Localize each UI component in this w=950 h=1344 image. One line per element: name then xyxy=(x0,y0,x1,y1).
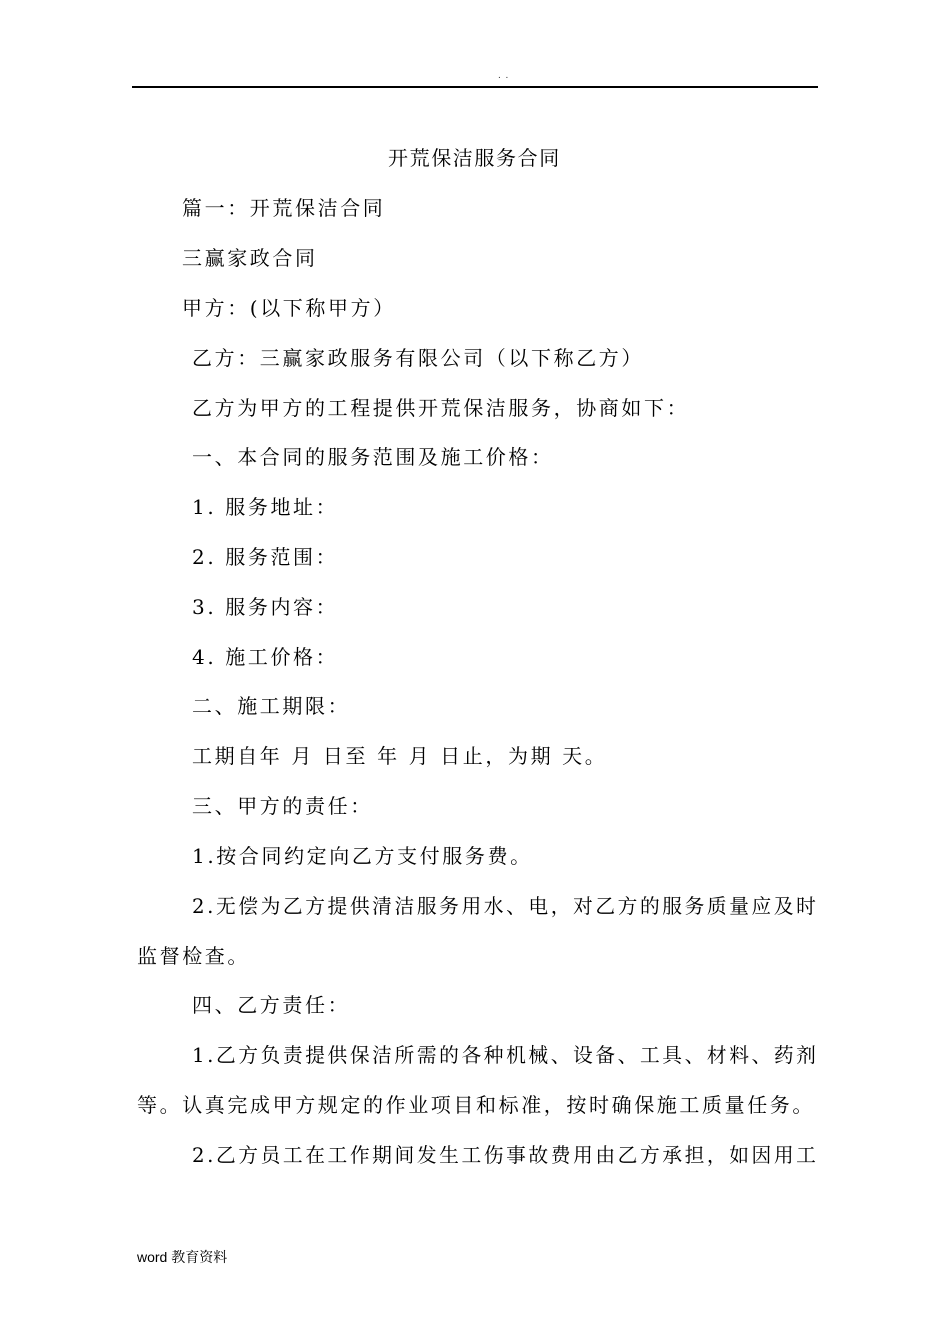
party-b-duty-2: 2.乙方员工在工作期间发生工伤事故费用由乙方承担，如因用工 xyxy=(192,1143,819,1167)
clause-heading-1: 一、本合同的服务范围及施工价格： xyxy=(192,445,554,469)
party-b-line: 乙方：三赢家政服务有限公司（以下称乙方） xyxy=(192,346,644,370)
footer-label: word 教育资料 xyxy=(137,1249,228,1265)
party-a-duty-2: 2.无偿为乙方提供清洁服务用水、电，对乙方的服务质量应及时 xyxy=(192,894,819,918)
clause-heading-3: 三、甲方的责任： xyxy=(192,794,373,818)
intro-paragraph: 乙方为甲方的工程提供开荒保洁服务，协商如下： xyxy=(192,396,690,420)
list-item-construction-price: 4. 施工价格： xyxy=(192,645,339,669)
construction-period-line: 工期自年 月 日至 年 月 日止，为期 天。 xyxy=(192,744,608,768)
list-item-service-address: 1. 服务地址： xyxy=(192,495,339,519)
list-item-service-scope: 2. 服务范围： xyxy=(192,545,339,569)
party-a-duty-2-continued: 监督检查。 xyxy=(137,944,250,968)
list-item-service-content: 3. 服务内容： xyxy=(192,595,339,619)
clause-heading-4: 四、乙方责任： xyxy=(192,993,351,1017)
party-b-duty-1-continued: 等。认真完成甲方规定的作业项目和标准，按时确保施工质量任务。 xyxy=(137,1093,815,1117)
party-a-duty-1: 1.按合同约定向乙方支付服务费。 xyxy=(192,844,533,868)
document-title: 开荒保洁服务合同 xyxy=(388,146,561,170)
party-a-line: 甲方：(以下称甲方） xyxy=(182,296,396,320)
party-b-duty-1: 1.乙方负责提供保洁所需的各种机械、设备、工具、材料、药剂 xyxy=(192,1043,819,1067)
clause-heading-2: 二、施工期限： xyxy=(192,694,351,718)
header-rule xyxy=(132,86,818,88)
header-dots: . . xyxy=(498,70,510,81)
section-heading-part-one: 篇一：开荒保洁合同 xyxy=(182,196,386,220)
contract-name: 三赢家政合同 xyxy=(182,246,318,270)
